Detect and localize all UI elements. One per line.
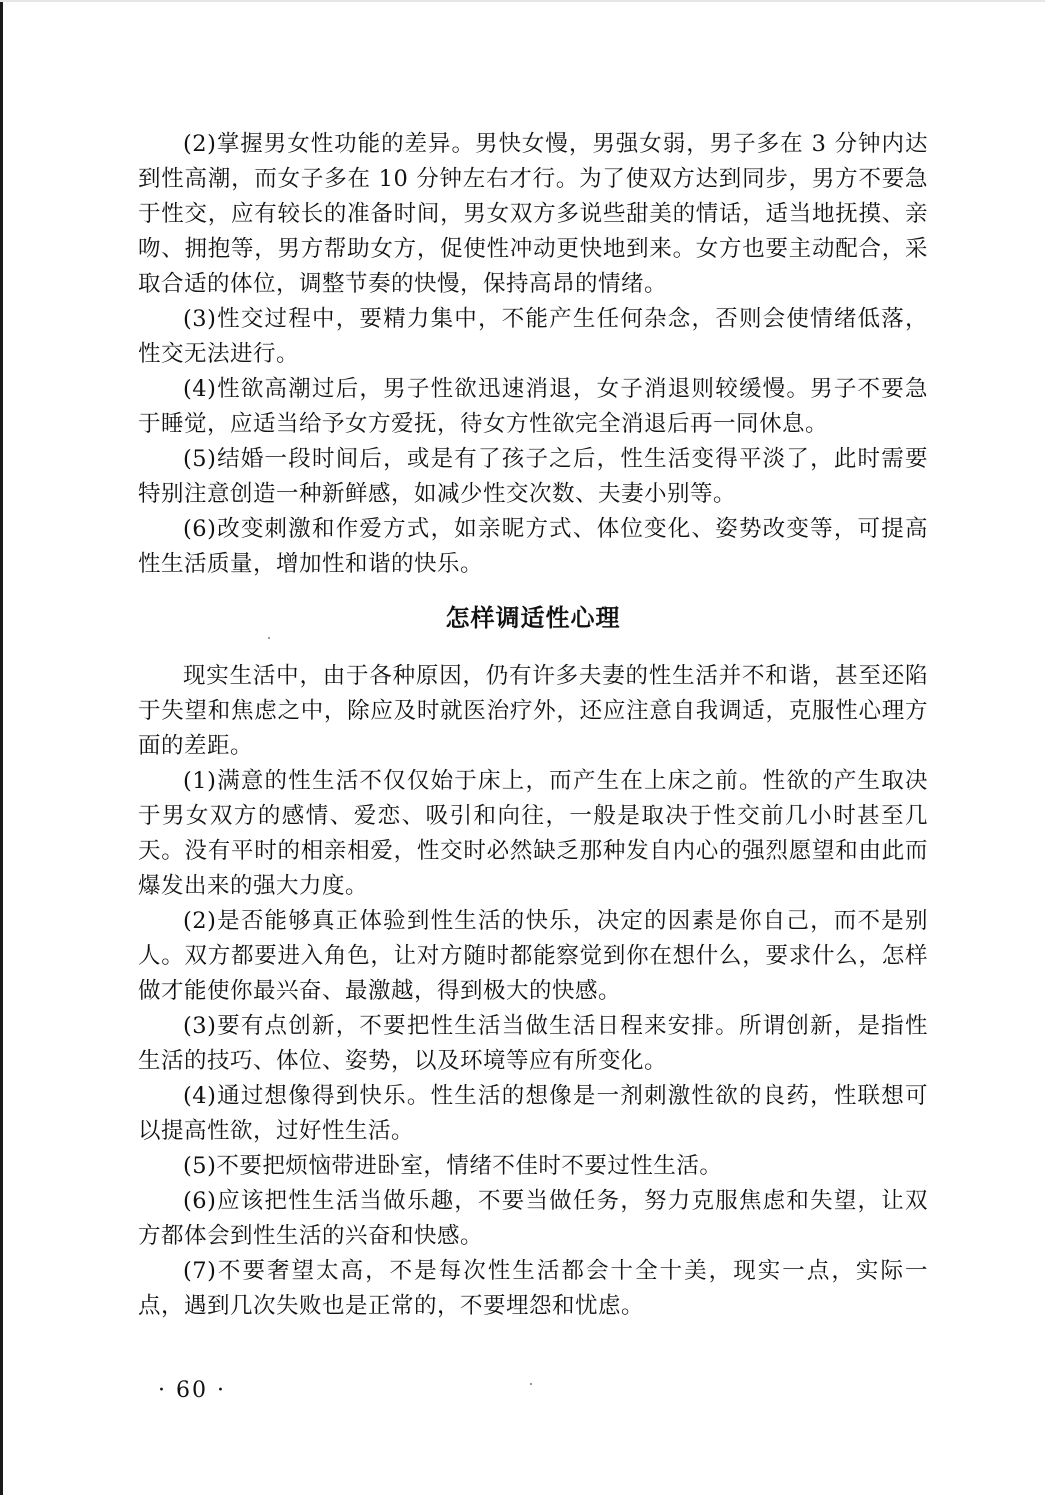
section-title: 怎样调适性心理 — [445, 604, 621, 632]
scan-speck — [268, 637, 270, 639]
paragraph-item-5: (5)结婚一段时间后，或是有了孩子之后，性生活变得平淡了，此时需要特别注意创造一种新鲜感，如减少性交次数、夫妻小别等。 — [138, 446, 928, 507]
adjustment-item-7: (7)不要奢望太高，不是每次性生活都会十全十美，现实一点，实际一点，遇到几次失败也是正常的，不要埋怨和忧虑。 — [138, 1258, 928, 1319]
adjustment-item-3: (3)要有点创新，不要把性生活当做生活日程来安排。所谓创新，是指性生活的技巧、体位、姿势，以及环境等应有所变化。 — [138, 1013, 928, 1074]
paragraph-item-2: (2)掌握男女性功能的差异。男快女慢，男强女弱，男子多在 3 分钟内达到性高潮，而女子多在 10 分钟左右才行。为了使双方达到同步，男方不要急于性交，应有较长的准备时间，男女双方多说些甜美的情话，适当地抚摸、亲吻、拥抱等，男方帮助女方，促使性冲动更快地到来。女方也要主动配合，采取合适的体位，调整节奏的快慢，保持高昂的情绪。 — [138, 131, 928, 297]
adjustment-item-5: (5)不要把烦恼带进卧室，情绪不佳时不要过性生活。 — [183, 1153, 723, 1179]
scanned-page-edge — [0, 0, 3, 1495]
adjustment-item-1: (1)满意的性生活不仅仅始于床上，而产生在上床之前。性欲的产生取决于男女双方的感情、爱恋、吸引和向往，一般是取决于性交前几小时甚至几天。没有平时的相亲相爱，性交时必然缺乏那种发自内心的强烈愿望和由此而爆发出来的强大力度。 — [138, 768, 928, 899]
paragraph-item-6: (6)改变刺激和作爱方式，如亲昵方式、体位变化、姿势改变等，可提高性生活质量，增加性和谐的快乐。 — [138, 516, 928, 577]
intro-paragraph: 现实生活中，由于各种原因，仍有许多夫妻的性生活并不和谐，甚至还陷于失望和焦虑之中，除应及时就医治疗外，还应注意自我调适，克服性心理方面的差距。 — [138, 663, 928, 759]
page-number: · 60 · — [158, 1378, 226, 1403]
adjustment-item-6: (6)应该把性生活当做乐趣，不要当做任务，努力克服焦虑和失望，让双方都体会到性生活的兴奋和快感。 — [138, 1188, 928, 1249]
scan-speck — [530, 1383, 532, 1385]
upper-text-block — [138, 127, 928, 582]
paragraph-item-4: (4)性欲高潮过后，男子性欲迅速消退，女子消退则较缓慢。男子不要急于睡觉，应适当给予女方爱抚，待女方性欲完全消退后再一同休息。 — [138, 376, 928, 437]
scanned-page-top-edge — [0, 0, 1045, 2]
adjustment-item-2: (2)是否能够真正体验到性生活的快乐，决定的因素是你自己，而不是别人。双方都要进入角色，让对方随时都能察觉到你在想什么，要求什么，怎样做才能使你最兴奋、最激越，得到极大的快感。 — [138, 908, 928, 1004]
paragraph-item-3: (3)性交过程中，要精力集中，不能产生任何杂念，否则会使情绪低落，性交无法进行。 — [138, 306, 928, 367]
adjustment-item-4: (4)通过想像得到快乐。性生活的想像是一剂刺激性欲的良药，性联想可以提高性欲，过好性生活。 — [138, 1083, 928, 1144]
lower-text-block — [138, 659, 928, 1324]
